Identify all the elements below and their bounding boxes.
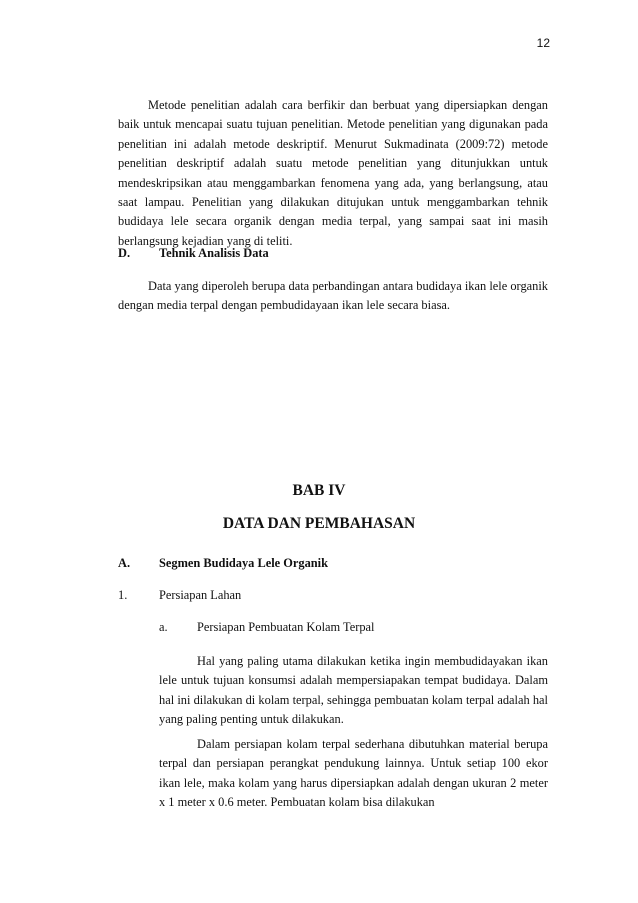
preparation-paragraph: Hal yang paling utama dilakukan ketika ingin membudidayakan ikan lele untuk tujuan konsumsi adalah mempersiapakan tempat budidaya. Dalam hal ini dilakukan di kolam terpal, sehingga pembuatan kolam terpal adalah hal yang paling penting untuk dilakukan. [159, 654, 548, 727]
page-number: 12 [536, 36, 550, 50]
material-paragraph: Dalam persiapan kolam terpal sederhana dibutuhkan material berupa terpal dan persiapan perangkat pendukung lainnya. Untuk setiap 100 ekor ikan lele, maka kolam yang harus dipersiapkan adalah dengan ukuran 2 meter x 1 meter x 0.6 meter. Pembuatan kolam bisa dilakukan [159, 737, 548, 810]
item-1-title: Persiapan Lahan [159, 588, 242, 602]
chapter-number: BAB IV [292, 482, 346, 499]
section-d-title: Tehnik Analisis Data [159, 246, 269, 260]
data-analysis-paragraph: Data yang diperoleh berupa data perbandingan antara budidaya ikan lele organik dengan media terpal dengan pembudidayaan ikan lele secara biasa. [118, 279, 548, 313]
sub-a-letter: a. [159, 620, 168, 634]
section-a-title: Segmen Budidaya Lele Organik [159, 556, 329, 570]
item-1-number: 1. [118, 588, 128, 602]
section-d-letter: D. [118, 246, 131, 260]
method-paragraph: Metode penelitian adalah cara berfikir dan berbuat yang dipersiapkan dengan baik untuk mencapai suatu tujuan penelitian. Metode penelitian yang digunakan pada penelitian ini adalah metode deskriptif. Menurut Sukmadinata (2009:72) metode penelitian deskriptif adalah suatu metode penelitian yang ditunjukkan untuk mendeskripsikan atau menggambarkan fenomena yang ada, yang berlangsung, atau saat lampau. Penelitian yang dilakukan ditujukan untuk menggambarkan tehnik budidaya lele secara organik dengan media terpal, yang sampai saat ini masih berlangsung kejadian yang di teliti. [118, 98, 548, 248]
section-a-letter: A. [118, 556, 131, 570]
chapter-title: DATA DAN PEMBAHASAN [222, 515, 416, 532]
sub-a-title: Persiapan Pembuatan Kolam Terpal [197, 620, 375, 634]
